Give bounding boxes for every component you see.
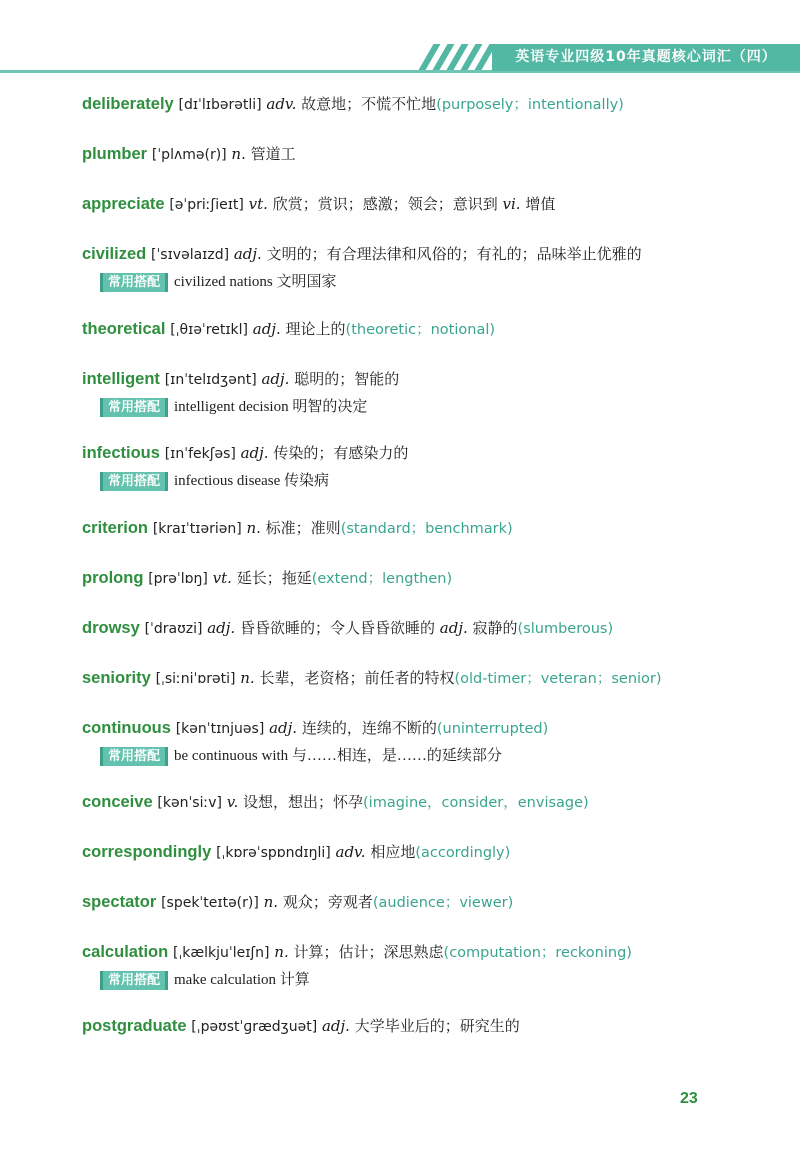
- phonetic: [ɪnˈfekʃəs]: [164, 446, 236, 462]
- headword: seniority: [82, 669, 151, 687]
- headword: postgraduate: [82, 1017, 187, 1035]
- vocab-entry: [82, 242, 772, 294]
- phonetic: [ˌsiːniˈɒrəti]: [155, 671, 236, 687]
- vocab-entry: [82, 192, 772, 217]
- definition: 文明的；有合理法律和风俗的；有礼的；品味举止优雅的: [266, 245, 642, 263]
- vocab-entry: [82, 441, 772, 493]
- definition: 昏昏欲睡的；令人昏昏欲睡的: [239, 619, 435, 637]
- synonyms: (accordingly): [415, 845, 511, 861]
- part-of-speech: adv.: [266, 95, 297, 113]
- entry-line: [82, 940, 772, 965]
- definition: 大学毕业后的；研究生的: [354, 1017, 520, 1035]
- headword: intelligent: [82, 370, 160, 388]
- collocation-text: make calculation 计算: [174, 972, 310, 988]
- collocation-label: 常用搭配: [100, 398, 168, 417]
- headword: theoretical: [82, 320, 166, 338]
- collocation-label: 常用搭配: [100, 472, 168, 491]
- entry-line: [82, 441, 772, 466]
- phonetic: [ˌkɒrəˈspɒndɪŋli]: [216, 845, 331, 861]
- collocation: [100, 468, 772, 493]
- definition: 相应地: [370, 843, 416, 861]
- headword: conceive: [82, 793, 153, 811]
- synonyms: (purposely；intentionally): [436, 97, 624, 113]
- header-stripes-decoration: [418, 44, 498, 74]
- headword: calculation: [82, 943, 169, 961]
- part-of-speech: n.: [240, 669, 255, 687]
- synonyms: (imagine，consider，envisage): [363, 795, 589, 811]
- entry-line: [82, 716, 772, 741]
- vocab-entry: [82, 790, 772, 815]
- part-of-speech: adj.: [252, 320, 281, 338]
- phonetic: [əˈpriːʃieɪt]: [169, 197, 244, 213]
- collocation-label: 常用搭配: [100, 971, 168, 990]
- synonyms: (extend；lengthen): [311, 571, 453, 587]
- part-of-speech: n.: [263, 893, 279, 911]
- part-of-speech: adj.: [269, 719, 298, 737]
- definition-2: 增值: [525, 195, 556, 213]
- definition: 计算；估计；深思熟虑: [293, 943, 444, 961]
- definition: 故意地；不慌不忙地: [301, 95, 437, 113]
- definition: 观众；旁观者: [282, 893, 373, 911]
- phonetic: [kənˈsiːv]: [157, 795, 222, 811]
- phonetic: [ˈdraʊzi]: [144, 621, 203, 637]
- part-of-speech: adv.: [335, 843, 366, 861]
- entry-line: [82, 566, 772, 591]
- definition-2: 寂静的: [472, 619, 518, 637]
- phonetic: [spekˈteɪtə(r)]: [161, 895, 259, 911]
- vocab-entry: [82, 716, 772, 768]
- part-of-speech-2: vi.: [502, 195, 521, 213]
- collocation-text: civilized nations 文明国家: [174, 274, 337, 290]
- headword: deliberately: [82, 95, 174, 113]
- entry-line: [82, 516, 772, 541]
- synonyms: (theoretic；notional): [345, 322, 496, 338]
- vocab-entry: [82, 666, 772, 691]
- page-number: 23: [680, 1090, 698, 1107]
- entry-line: [82, 242, 772, 267]
- phonetic: [kənˈtɪnjuəs]: [175, 721, 265, 737]
- vocab-entry: [82, 317, 772, 342]
- vocab-entry: [82, 1014, 772, 1039]
- definition: 理论上的: [285, 320, 346, 338]
- page-header: [0, 0, 800, 80]
- part-of-speech: n.: [231, 145, 246, 163]
- headword: prolong: [82, 569, 144, 587]
- entry-line: [82, 890, 772, 915]
- header-title: 英语专业四级10年真题核心词汇（四）: [492, 44, 800, 71]
- vocab-entry: [82, 142, 772, 167]
- collocation-label: 常用搭配: [100, 747, 168, 766]
- phonetic: [ˈsɪvəlaɪzd]: [150, 247, 230, 263]
- collocation-text: intelligent decision 明智的决定: [174, 399, 368, 415]
- part-of-speech: n.: [246, 519, 261, 537]
- synonyms: (slumberous): [517, 621, 614, 637]
- synonyms: (standard；benchmark): [340, 521, 513, 537]
- part-of-speech: adj.: [321, 1017, 350, 1035]
- part-of-speech: adj.: [207, 619, 236, 637]
- part-of-speech: v.: [226, 793, 239, 811]
- phonetic: [ˌθɪəˈretɪkl]: [170, 322, 248, 338]
- synonyms: (computation；reckoning): [443, 945, 632, 961]
- entry-line: [82, 1014, 772, 1039]
- entry-line: [82, 666, 772, 691]
- definition: 传染的；有感染力的: [273, 444, 409, 462]
- collocation-text: be continuous with 与……相连，是……的延续部分: [174, 748, 502, 764]
- collocation: [100, 743, 772, 768]
- part-of-speech: adj.: [233, 245, 262, 263]
- entry-line: [82, 790, 772, 815]
- definition: 长辈，老资格；前任者的特权: [259, 669, 455, 687]
- definition: 管道工: [250, 145, 296, 163]
- headword: correspondingly: [82, 843, 212, 861]
- vocab-entry: [82, 516, 772, 541]
- headword: appreciate: [82, 195, 165, 213]
- entry-line: [82, 317, 772, 342]
- synonyms: (uninterrupted): [436, 721, 549, 737]
- vocab-entry: [82, 367, 772, 419]
- collocation-text: infectious disease 传染病: [174, 473, 329, 489]
- headword: plumber: [82, 145, 148, 163]
- synonyms: (audience；viewer): [372, 895, 514, 911]
- definition: 欣赏；赏识；感激；领会；意识到: [272, 195, 498, 213]
- phonetic: [dɪˈlɪbərətli]: [178, 97, 262, 113]
- headword: infectious: [82, 444, 160, 462]
- collocation: [100, 967, 772, 992]
- entry-line: [82, 367, 772, 392]
- phonetic: [ɪnˈtelɪdʒənt]: [164, 372, 257, 388]
- part-of-speech: n.: [274, 943, 289, 961]
- headword: continuous: [82, 719, 171, 737]
- vocab-entry: [82, 890, 772, 915]
- entry-line: [82, 142, 772, 167]
- definition: 延长；拖延: [236, 569, 312, 587]
- synonyms: (old-timer；veteran；senior): [454, 671, 662, 687]
- collocation: [100, 269, 772, 294]
- vocab-entry: [82, 566, 772, 591]
- part-of-speech: vt.: [248, 195, 268, 213]
- collocation: [100, 394, 772, 419]
- part-of-speech: adj.: [261, 370, 290, 388]
- phonetic: [ˌpəʊstˈɡrædʒuət]: [191, 1019, 318, 1035]
- entry-line: [82, 192, 772, 217]
- part-of-speech: adj.: [240, 444, 269, 462]
- part-of-speech: vt.: [212, 569, 232, 587]
- phonetic: [prəˈlɒŋ]: [148, 571, 208, 587]
- vocab-entry: [82, 840, 772, 865]
- part-of-speech-2: adj.: [439, 619, 468, 637]
- vocab-entry: [82, 92, 772, 117]
- headword: criterion: [82, 519, 149, 537]
- phonetic: [ˌkælkjuˈleɪʃn]: [172, 945, 270, 961]
- definition: 设想，想出；怀孕: [243, 793, 364, 811]
- definition: 标准；准则: [265, 519, 341, 537]
- definition: 聪明的；智能的: [294, 370, 400, 388]
- collocation-label: 常用搭配: [100, 273, 168, 292]
- headword: drowsy: [82, 619, 140, 637]
- entry-line: [82, 616, 772, 641]
- vocab-entry: [82, 940, 772, 992]
- headword: spectator: [82, 893, 157, 911]
- phonetic: [kraɪˈtɪəriən]: [152, 521, 242, 537]
- phonetic: [ˈplʌmə(r)]: [151, 147, 227, 163]
- entry-line: [82, 92, 772, 117]
- vocab-entry: [82, 616, 772, 641]
- definition: 连续的，连绵不断的: [301, 719, 437, 737]
- headword: civilized: [82, 245, 147, 263]
- entry-line: [82, 840, 772, 865]
